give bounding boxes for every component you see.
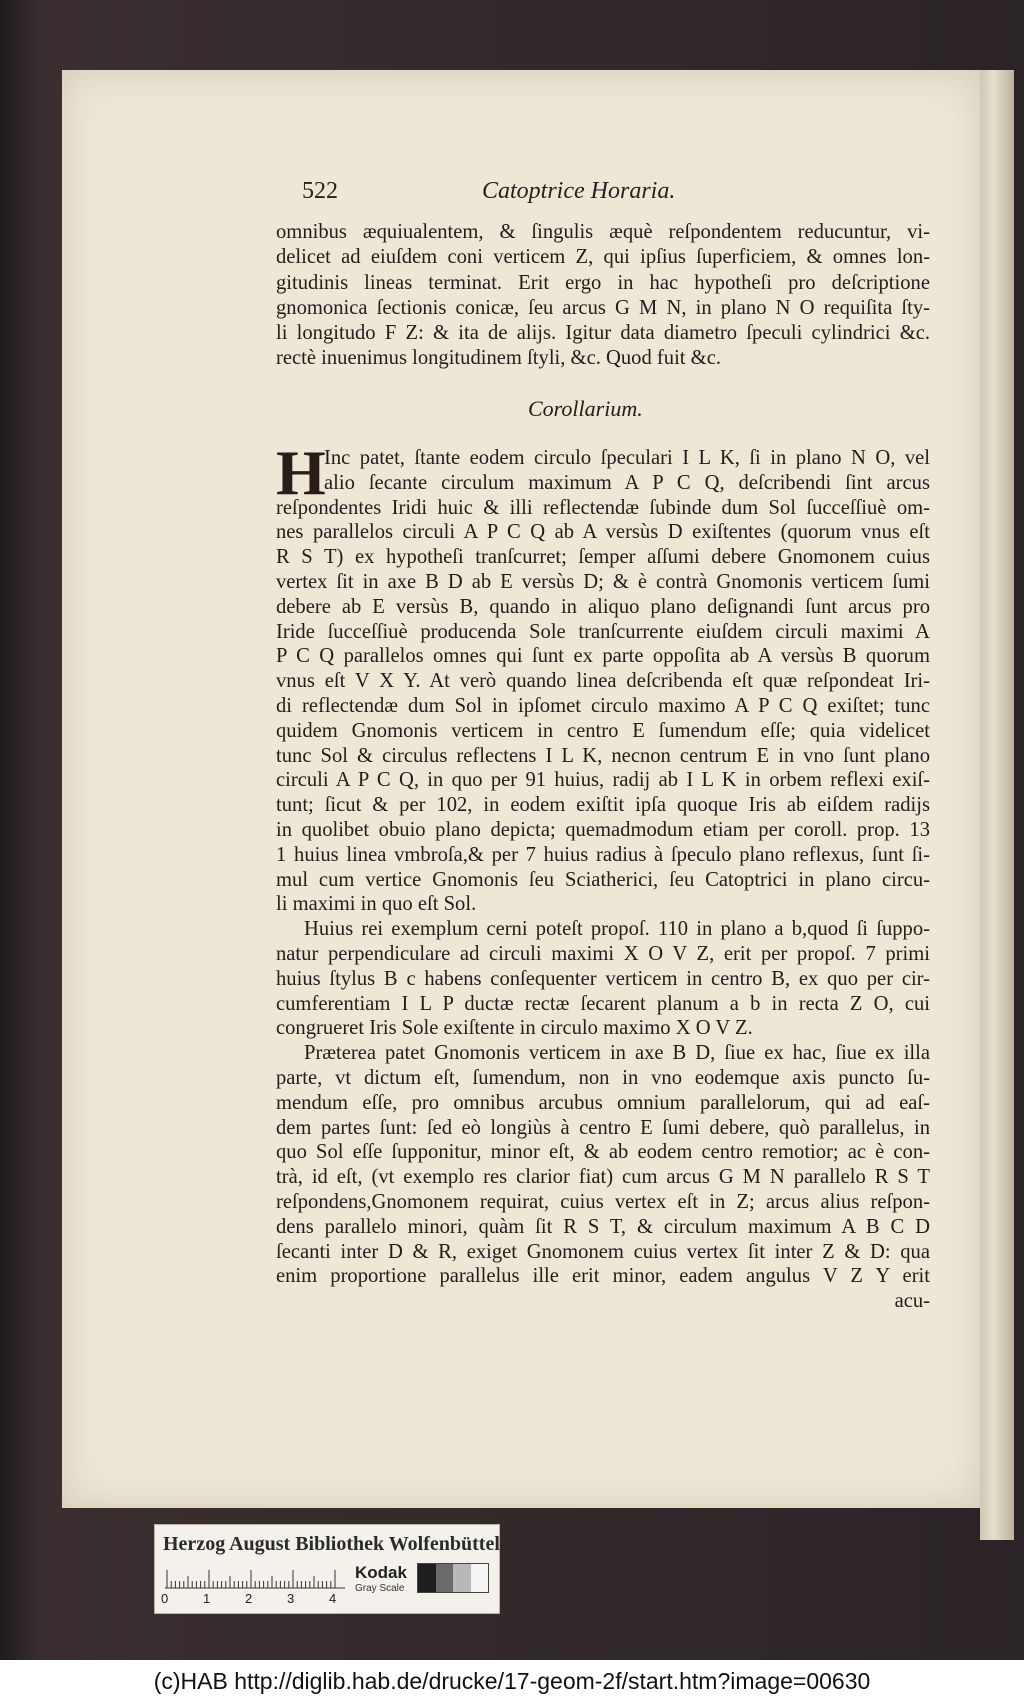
text-line: Præterea patet Gnomonis verticem in axe B D, ſiue ex hac, ſiue ex illa [304, 1042, 930, 1065]
section-heading: Corollarium. [528, 396, 643, 421]
text-line: P C Q parallelos omnes qui ſunt ex parte oppoſita ab A versùs B quorum [276, 645, 930, 668]
drop-cap: H [276, 437, 326, 508]
ruler-label: 0 [161, 1591, 169, 1606]
text-line: 1 huius linea vmbroſa,& per 7 huius radius à ſpeculo plano reflexus, ſunt ſi- [276, 843, 930, 866]
text-line: delicet ad eiuſdem coni verticem Z, qui ipſius ſuperficiem, & omnes lon- [276, 246, 930, 269]
ruler-label: 1 [203, 1591, 211, 1606]
gray-swatch [471, 1564, 489, 1592]
text-line: huius ſtylus B c habens conſequenter verticem in centro B, ex quo per cir- [276, 967, 930, 990]
text-line: quo Sol eſſe ſupponitur, minor eſt, & ab eodem centro remotior; ac è con- [276, 1141, 930, 1164]
ruler-label: 2 [245, 1591, 253, 1606]
text-line: debere ab E versùs B, quando in aliquo plano deſignandi ſunt arcus pro [276, 595, 930, 618]
text-line: quidem Gnomonis verticem in centro E ſumendum eſſe; quia videlicet [276, 719, 930, 742]
gray-swatch [453, 1564, 471, 1592]
text-line: alio ſecante circulum maximum A P C Q, deſcribendi ſint arcus [324, 471, 930, 494]
body-text-top [276, 220, 930, 372]
text-line: enim proportione parallelus ille erit minor, eadem angulus V Z Y erit [276, 1265, 930, 1288]
color-reference-plate [154, 1524, 500, 1614]
body-text-main [276, 437, 930, 1314]
gray-swatch [418, 1564, 436, 1592]
text-line: dem partes ſunt: ſed eò longiùs à centro E ſumi debere, quò parallelus, in [276, 1116, 930, 1139]
text-line: trà, id eſt, (vt exemplo res clarior fiat) cum arcus G M N parallelo R S T [276, 1166, 930, 1189]
text-line: vnus eſt V X Y. At verò quando linea deſcribenda eſt quæ reſpondeat Iri- [276, 670, 930, 693]
page-number: 522 [302, 178, 338, 204]
text-line: li longitudo F Z: & ita de alijs. Igitur data diametro ſpeculi cylindrici &c. [276, 322, 930, 345]
text-line: mul cum vertice Gnomonis ſeu Sciatherici, ſeu Catoptrici in plano circu- [276, 868, 930, 891]
text-line: circuli A P C Q, in quo per 91 huius, radij ab I L K in orbem reflexi exiſ- [276, 769, 930, 792]
text-line: rectè inuenimus longitudinem ſtyli, &c. Quod fuit &c. [276, 347, 721, 370]
copyright-url: (c)HAB http://diglib.hab.de/drucke/17-geom-2f/start.htm?image=00630 [0, 1660, 1024, 1702]
text-line: R S T) ex hypotheſi tranſcurret; ſemper aſſumi debere Gnomonem cuius [276, 546, 930, 569]
ruler-label: 4 [329, 1591, 337, 1606]
text-line: li maximi in quo eſt Sol. [276, 893, 477, 916]
text-line: in quolibet obuio plano depicta; quemadmodum etiam per coroll. prop. 13 [276, 818, 930, 841]
brand-subtitle: Gray Scale [355, 1583, 405, 1594]
text-line: di reflectendæ dum Sol in ipſomet circulo maximo A P C Q exiſtet; tunc [276, 694, 930, 717]
ruler-label: 3 [287, 1591, 295, 1606]
text-line: omnibus æquiualentem, & ſingulis æquè reſpondentem reducuntur, vi- [276, 221, 930, 243]
text-line: congrueret Iris Sole exiſtente in circulo maximo X O V Z. [276, 1017, 753, 1040]
text-line: natur perpendiculare ad circuli maximi X O V Z, erit per propoſ. 7 primi [276, 942, 930, 965]
text-line: mendum eſſe, pro omnibus arcubus omnium parallelorum, qui ad eaſ- [276, 1091, 930, 1114]
text-line: cumferentiam I L P ductæ rectæ ſecarent planum a b in recta Z O, cui [276, 992, 930, 1015]
brand-name: Kodak [355, 1563, 407, 1582]
ruler-scale [165, 1565, 345, 1589]
text-line: gnomonica ſectionis conicæ, ſeu arcus G M N, in plano N O requiſita ſty- [276, 296, 930, 319]
text-line: nes parallelos circuli A P C Q ab A versùs D exiſtentes (quorum vnus eſt [276, 521, 930, 544]
text-line: reſpondens,Gnomonem requirat, cuius vertex eſt in Z; arcus alius reſpon- [276, 1190, 930, 1213]
text-line: Inc patet, ſtante eodem circulo ſpeculari I L K, ſi in plano N O, vel [324, 447, 930, 469]
running-head: Catoptrice Horaria. [482, 178, 676, 204]
text-line: parte, vt dictum eſt, ſumendum, non in vno eodemque axis puncto ſu- [276, 1066, 930, 1089]
text-line: Iride ſucceſſiuè producenda Sole tranſcurrente eiuſdem circuli maximi A [276, 620, 930, 643]
adjacent-page-edge [980, 70, 1014, 1540]
gray-scale-swatches [417, 1563, 489, 1593]
catchword: acu- [894, 1290, 930, 1313]
text-line: ſecanti inter D & R, exiget Gnomonem cuius vertex ſit inter Z & D: qua [276, 1240, 930, 1263]
text-line: tunc Sol & circulus reflectens I L K, necnon centrum E in vno ſunt plano [276, 744, 930, 767]
text-line: dens parallelo minori, quàm ſit R S T, & circulum maximum A B C D [276, 1215, 930, 1238]
text-line: gitudinis lineas terminat. Erit ergo in hac hypotheſi pro deſcriptione [276, 271, 930, 294]
gray-swatch [436, 1564, 454, 1592]
text-line: tunt; ſicut & per 102, in eodem exiſtit ipſa quoque Iris ab eiſdem radijs [276, 794, 930, 817]
text-line: vertex ſit in axe B D ab E versùs D; & è contrà Gnomonis verticem ſumi [276, 570, 930, 593]
page-header [302, 178, 942, 208]
text-line: Huius rei exemplum cerni poteſt propoſ. 110 in plano a b,quod ſi ſuppo- [304, 918, 930, 941]
text-line: reſpondentes Iridi huic & illi reflectendæ ſubinde dum Sol ſucceſſiuè om- [276, 496, 930, 519]
library-name: Herzog August Bibliothek Wolfenbüttel [163, 1533, 500, 1555]
